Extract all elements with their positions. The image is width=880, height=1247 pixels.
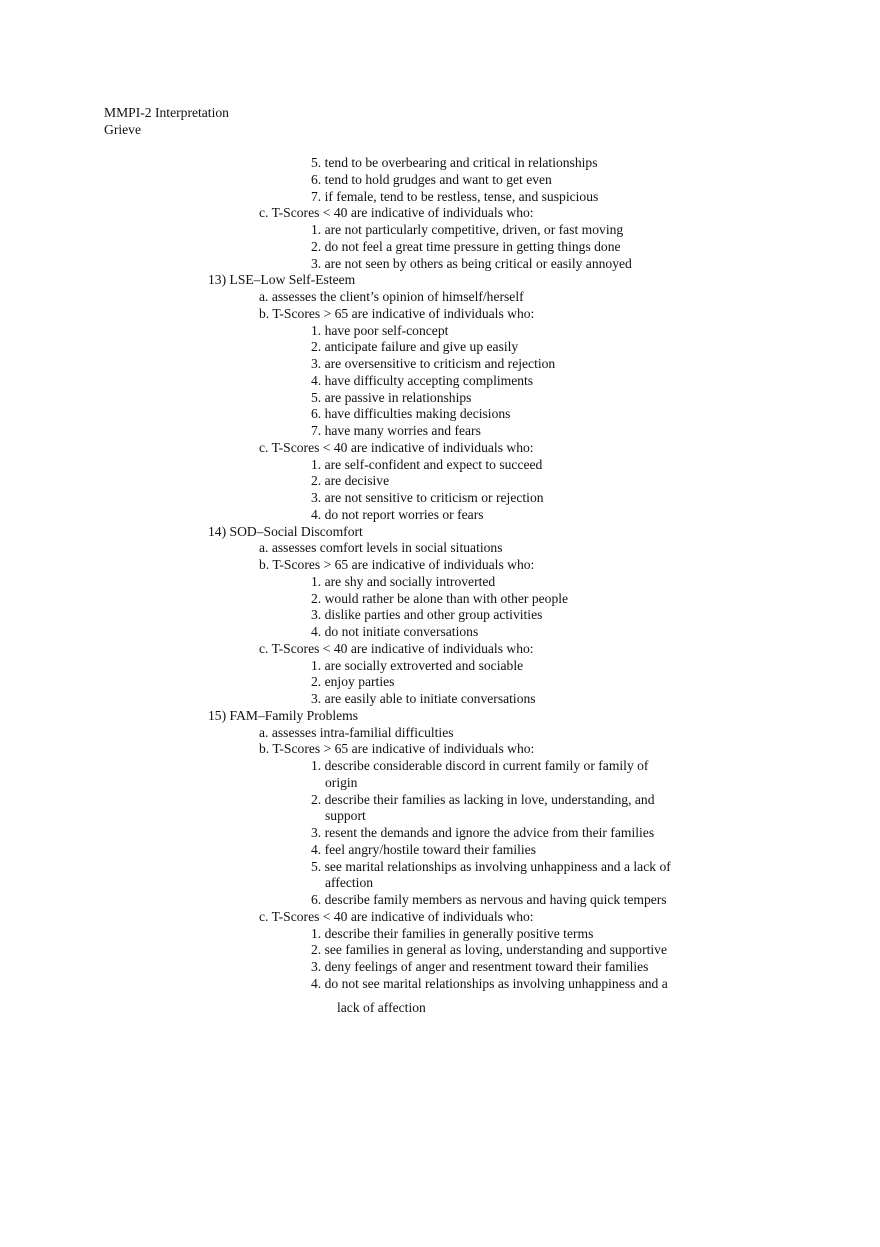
outline-list-item: 2. would rather be alone than with other people bbox=[311, 590, 569, 606]
outline-list-item: 2. anticipate failure and give up easily bbox=[311, 339, 519, 355]
outline-line-continuation: affection bbox=[325, 875, 374, 891]
outline-subitem: b. T-Scores > 65 are indicative of individuals who: bbox=[259, 557, 535, 572]
outline-list-item: 1. are socially extroverted and sociable bbox=[311, 657, 524, 673]
outline-list-item: 6. describe family members as nervous and having quick tempers bbox=[311, 892, 667, 907]
outline-list-item: 1. are not particularly competitive, driven, or fast moving bbox=[311, 222, 624, 237]
outline-subitem: b. T-Scores > 65 are indicative of individuals who: bbox=[259, 305, 535, 321]
outline-content bbox=[0, 155, 880, 1016]
document-author: Grieve bbox=[104, 122, 141, 137]
outline-list-item: 4. have difficulty accepting compliments bbox=[311, 372, 534, 388]
outline-list-item: 3. are not sensitive to criticism or rejection bbox=[311, 490, 544, 505]
outline-list-item: 1. are self-confident and expect to succeed bbox=[311, 456, 543, 472]
outline-list-item: 3. are oversensitive to criticism and rejection bbox=[311, 356, 556, 371]
outline-line-continuation: origin bbox=[325, 774, 358, 790]
section-heading: 14) SOD–Social Discomfort bbox=[208, 523, 363, 539]
outline-list-item: 3. deny feelings of anger and resentment toward their families bbox=[311, 959, 649, 974]
document-header bbox=[104, 104, 229, 138]
outline-subitem: a. assesses the client’s opinion of himself/herself bbox=[259, 289, 524, 304]
outline-list-item: 1. have poor self-concept bbox=[311, 322, 449, 338]
outline-list-item: 3. resent the demands and ignore the advice from their families bbox=[311, 825, 655, 840]
outline-list-item: 2. are decisive bbox=[311, 473, 390, 489]
outline-subitem: a. assesses comfort levels in social situations bbox=[259, 540, 503, 556]
outline-list-item: 3. dislike parties and other group activities bbox=[311, 607, 543, 623]
section-heading: 13) LSE–Low Self-Esteem bbox=[208, 272, 356, 288]
outline-list-item: 1. describe their families in generally positive terms bbox=[311, 925, 594, 941]
outline-list-item: 6. tend to hold grudges and want to get even bbox=[311, 171, 552, 187]
outline-subitem: c. T-Scores < 40 are indicative of individuals who: bbox=[259, 640, 534, 656]
outline-subitem: b. T-Scores > 65 are indicative of individuals who: bbox=[259, 741, 535, 757]
outline-list-item: 1. are shy and socially introverted bbox=[311, 573, 496, 589]
outline-list-item: 3. are not seen by others as being critical or easily annoyed bbox=[311, 255, 632, 271]
outline-list-item: 2. do not feel a great time pressure in getting things done bbox=[311, 238, 621, 254]
outline-list-item: 3. are easily able to initiate conversations bbox=[311, 691, 536, 706]
outline-subitem: c. T-Scores < 40 are indicative of individuals who: bbox=[259, 908, 534, 924]
outline-subitem: c. T-Scores < 40 are indicative of individuals who: bbox=[259, 205, 534, 221]
outline-list-item: 6. have difficulties making decisions bbox=[311, 406, 511, 422]
outline-line-continuation: lack of affection bbox=[337, 999, 426, 1015]
document-title: MMPI-2 Interpretation bbox=[104, 105, 229, 120]
outline-list-item: 5. are passive in relationships bbox=[311, 389, 472, 405]
outline-list-item: 4. do not see marital relationships as involving unhappiness and a bbox=[311, 975, 668, 991]
outline-list-item: 5. tend to be overbearing and critical in relationships bbox=[311, 155, 598, 170]
outline-subitem: c. T-Scores < 40 are indicative of individuals who: bbox=[259, 439, 534, 455]
outline-list-item: 2. describe their families as lacking in love, understanding, and bbox=[311, 791, 655, 807]
outline-list-item: 7. have many worries and fears bbox=[311, 423, 481, 438]
outline-line-continuation: support bbox=[325, 808, 366, 824]
outline-subitem: a. assesses intra-familial difficulties bbox=[259, 724, 454, 740]
section-heading: 15) FAM–Family Problems bbox=[208, 707, 359, 723]
outline-list-item: 7. if female, tend to be restless, tense, and suspicious bbox=[311, 188, 599, 204]
outline-list-item: 4. feel angry/hostile toward their families bbox=[311, 841, 536, 857]
outline-list-item: 2. enjoy parties bbox=[311, 674, 395, 690]
outline-list-item: 5. see marital relationships as involving unhappiness and a lack of bbox=[311, 858, 671, 874]
outline-list-item: 1. describe considerable discord in current family or family of bbox=[311, 758, 649, 773]
outline-list-item: 4. do not report worries or fears bbox=[311, 506, 484, 522]
outline-list-item: 4. do not initiate conversations bbox=[311, 624, 479, 639]
outline-list-item: 2. see families in general as loving, understanding and supportive bbox=[311, 942, 667, 958]
